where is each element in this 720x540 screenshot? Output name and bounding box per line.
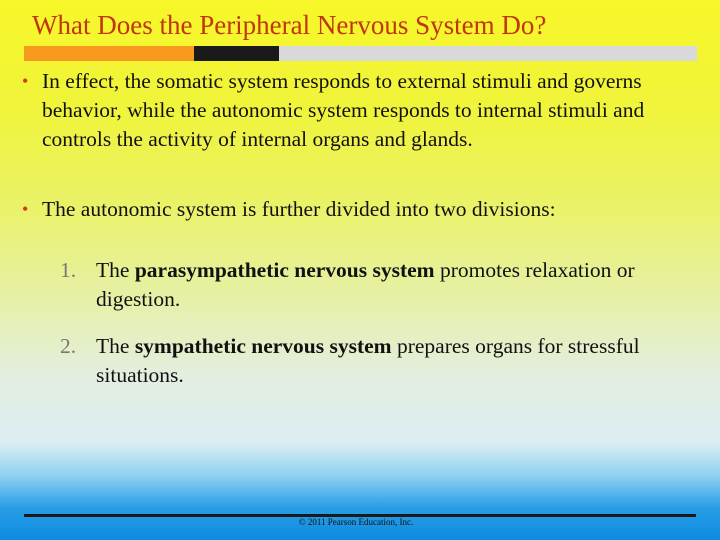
bullet-text: The autonomic system is further divided into two divisions: [42, 197, 556, 221]
text-pre: The [96, 334, 135, 358]
bullet-text: In effect, the somatic system responds to external stimuli and governs behavior, while the autonomic system responds to internal stimuli and controls the activity of internal organs and glands. [42, 69, 645, 151]
bullet-marker: • [22, 71, 29, 91]
bullet-item [22, 67, 702, 154]
item-number: 1. [60, 258, 77, 282]
numbered-text [96, 332, 690, 390]
slide-title: What Does the Peripheral Nervous System Do? [32, 10, 547, 40]
term-bold: sympathetic nervous system [134, 334, 392, 358]
bullet-marker: • [22, 199, 29, 219]
term-bold: parasympathetic nervous system [134, 258, 435, 282]
accent-bar-orange [24, 46, 194, 61]
item-number: 2. [60, 334, 77, 358]
accent-bar-black [194, 46, 279, 61]
text-post: prepares organs for stressful situations. [96, 334, 640, 387]
copyright-footer: © 2011 Pearson Education, Inc. [298, 517, 414, 527]
bullet-item [22, 195, 702, 224]
numbered-item [60, 256, 690, 314]
numbered-text [96, 256, 690, 314]
text-pre: The [96, 258, 135, 282]
numbered-item [60, 332, 690, 390]
accent-bar-gray [279, 46, 697, 61]
text-post: promotes relaxation or digestion. [96, 258, 635, 311]
